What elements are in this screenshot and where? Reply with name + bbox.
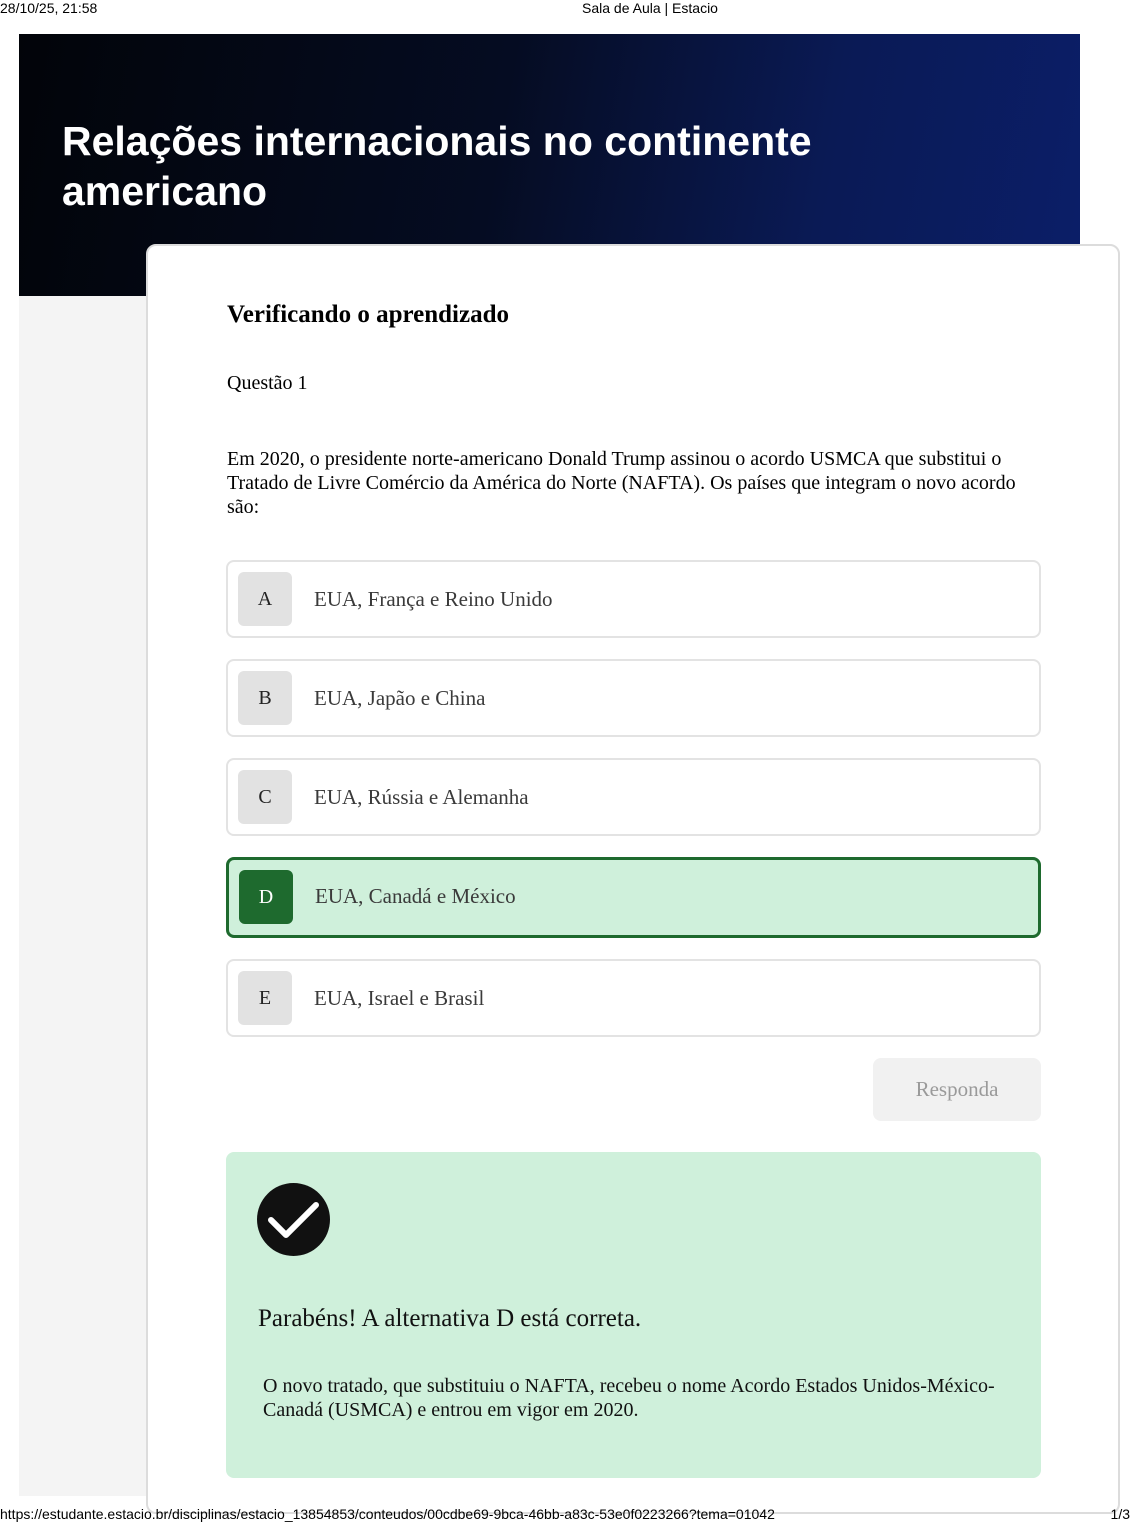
print-url: https://estudante.estacio.br/disciplinas/estacio_13854853/conteudos/00cdbe69-9bca-46bb-a83c-53e0f0223266?tema=01042	[0, 1506, 775, 1522]
option-text: EUA, França e Reino Unido	[314, 587, 553, 611]
question-text: Em 2020, o presidente norte-americano Donald Trump assinou o acordo USMCA que substitui o Tratado de Livre Comércio da América do Norte (NAFTA). Os países que integram o novo acordo são:	[227, 448, 1016, 518]
print-datetime: 28/10/25, 21:58	[0, 0, 98, 16]
print-header	[0, 0, 1130, 18]
print-footer	[0, 1506, 1130, 1524]
option-letter: E	[238, 971, 292, 1025]
question-label: Questão 1	[227, 372, 308, 394]
option-text: EUA, Canadá e México	[315, 884, 516, 908]
option-letter: C	[238, 770, 292, 824]
option-d[interactable]	[226, 857, 1041, 938]
feedback-explanation: O novo tratado, que substituiu o NAFTA, recebeu o nome Acordo Estados Unidos-México-Canadá (USMCA) e entrou em vigor em 2020.	[263, 1375, 995, 1421]
option-letter: A	[238, 572, 292, 626]
option-c[interactable]	[226, 758, 1041, 836]
option-b[interactable]	[226, 659, 1041, 737]
print-page-number: 1/3	[1110, 1506, 1130, 1522]
option-text: EUA, Rússia e Alemanha	[314, 785, 529, 809]
section-title: Verificando o aprendizado	[227, 301, 509, 328]
feedback-panel	[226, 1152, 1041, 1478]
page-title: Relações internacionais no continente americano	[62, 118, 812, 214]
option-a[interactable]	[226, 560, 1041, 638]
feedback-title: Parabéns! A alternativa D está correta.	[258, 1305, 642, 1332]
option-letter: B	[238, 671, 292, 725]
print-page-title: Sala de Aula | Estacio	[582, 0, 718, 16]
respond-button[interactable]: Responda	[873, 1058, 1041, 1121]
option-e[interactable]	[226, 959, 1041, 1037]
option-text: EUA, Israel e Brasil	[314, 986, 485, 1010]
option-text: EUA, Japão e China	[314, 686, 486, 710]
option-letter: D	[239, 870, 293, 924]
check-circle-icon	[257, 1183, 330, 1256]
